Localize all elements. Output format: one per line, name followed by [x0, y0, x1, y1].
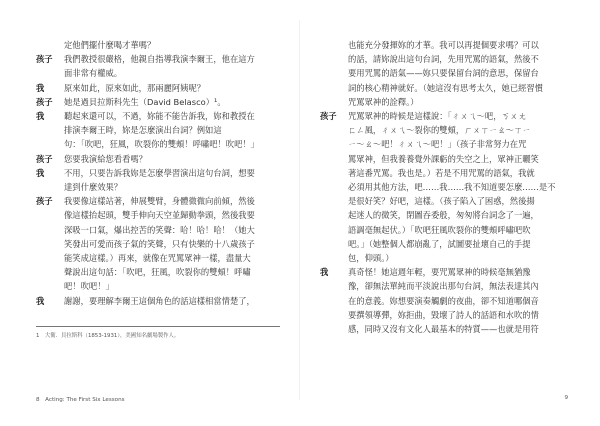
- speaker-label: [320, 123, 348, 137]
- dialogue-line: [320, 294, 568, 308]
- line-text: 排演李爾王時，妳是怎麼演出台詞？例如這: [64, 125, 222, 136]
- dialogue-line: [36, 251, 280, 265]
- line-text: 我要像這樣站著，伸展雙臂，身體微微向前傾，然後: [64, 196, 255, 207]
- line-text: 罵眾神，但我養養覺外課虧的失空之上，眾神正曬笑: [348, 153, 539, 164]
- speaker-label: [320, 95, 348, 109]
- speaker-label: [320, 194, 348, 208]
- speaker-label: [36, 279, 64, 293]
- dialogue-line: [36, 66, 280, 80]
- speaker-label: [320, 251, 348, 265]
- dialogue-line: [36, 95, 280, 109]
- line-text: 是很好笑？好吧，這樣。（孩子陷入了困惑，然後揚: [348, 196, 535, 207]
- line-text: 的話，請妳說出這句台詞，先用咒罵的語氣，然後不: [348, 54, 539, 65]
- speaker-label: [36, 66, 64, 80]
- right-folio: 9: [564, 395, 568, 401]
- speaker-label: 孩子: [36, 153, 53, 164]
- dialogue-line: [320, 123, 568, 137]
- speaker-label: [36, 38, 64, 52]
- line-text: 感，同時又沒有文化人最基本的特質——也就是用符: [348, 324, 539, 335]
- dialogue-line: [320, 251, 568, 265]
- speaker-label: [320, 66, 348, 80]
- speaker-label: [320, 152, 348, 166]
- line-text: 吧！吹吧！」: [64, 281, 114, 292]
- line-text: 能笑成這樣。）再來，就像在咒罵眾神一樣，盡量大: [64, 253, 251, 264]
- line-text: 起迷人的微笑，閉圖吞委般，匆匆將台詞念了一遍，: [348, 210, 539, 221]
- speaker-label: [36, 137, 64, 151]
- line-text: 我們教授很嚴格，他親自指導我演李爾王，他在這方: [64, 54, 255, 65]
- speaker-label: 我: [36, 82, 45, 93]
- speaker-label: [320, 308, 348, 322]
- dialogue-line: [36, 123, 280, 137]
- speaker-label: [320, 137, 348, 151]
- speaker-label: 孩子: [36, 96, 53, 107]
- dialogue-line: [36, 52, 280, 66]
- right-page: [300, 0, 600, 426]
- speaker-label: [320, 208, 348, 222]
- line-text: 達到什麼效果？: [64, 182, 123, 193]
- footnote: [36, 326, 280, 340]
- speaker-label: 我: [36, 111, 45, 122]
- dialogue-line: [320, 322, 568, 336]
- dialogue-line: [320, 279, 568, 293]
- line-text: 真奇怪！她這週年輕，要咒罵眾神的時候毫無猶豫: [348, 267, 531, 278]
- dialogue-line: [36, 38, 280, 52]
- speaker-label: [36, 265, 64, 279]
- dialogue-line: [36, 194, 280, 208]
- dialogue-line: [320, 95, 568, 109]
- speaker-label: 孩子: [36, 196, 53, 207]
- dialogue-line: [320, 52, 568, 66]
- dialogue-line: [36, 237, 280, 251]
- left-folio: 8 Acting: The First Six Lessons: [36, 397, 125, 403]
- speaker-label: [36, 237, 64, 251]
- speaker-label: [320, 237, 348, 251]
- speaker-label: 我: [36, 295, 45, 306]
- dialogue-line: [36, 208, 280, 222]
- dialogue-line: [36, 81, 280, 95]
- speaker-label: 我: [36, 167, 45, 178]
- speaker-label: [320, 166, 348, 180]
- line-text: 定他們擺什麼喝才華嗎？: [64, 40, 156, 50]
- dialogue-line: [320, 38, 568, 52]
- line-text: 豫，卻無法單純而平淡說出那句台詞，無法表達其內: [348, 281, 539, 292]
- line-text: 咒罵眾神的詮釋。）: [348, 96, 419, 107]
- line-text: 在的意義。妳想要演奏觸劇的夜曲，卻不知道哪個音: [348, 295, 539, 306]
- line-text: 她是過貝拉斯科先生（David Belasco）¹。: [64, 96, 226, 107]
- speaker-label: [320, 322, 348, 336]
- speaker-label: 我: [320, 267, 329, 278]
- speaker-label: [36, 208, 64, 222]
- speaker-label: [320, 38, 348, 52]
- line-text: 詞的核心精神就好。（她這沒有思考太久，她已經習慣: [348, 82, 543, 93]
- line-text: 聽起來還可以，不過，妳能不能告訴我，妳和教授在: [64, 111, 255, 122]
- line-text: 不用，只要告訴我妳是怎麼學習演出這句台詞，想要: [64, 167, 255, 178]
- line-text: 您要我演給您看看嗎？: [64, 153, 147, 164]
- dialogue-line: [320, 223, 568, 237]
- speaker-label: [320, 279, 348, 293]
- dialogue-line: [320, 208, 568, 222]
- line-text: 聲說出這句話：「吹吧，狂風，吹裂你的雙頰！呼嘯: [64, 267, 251, 278]
- line-text: 像這樣抬起頭，雙手伸向天空並歸動拳頭，然後我要: [64, 210, 255, 221]
- line-text: 句：「吹吧，狂風，吹裂你的雙頰！呼嘯吧！吹吧！」: [64, 139, 259, 150]
- line-text: 要用咒罵的語氣——妳只要保留台詞的意思，保留台: [348, 68, 539, 79]
- speaker-label: [320, 223, 348, 237]
- line-text: 面非常有權威。: [64, 68, 123, 79]
- footnote-text: 1 大衛．貝拉斯科（1853-1931），美國知名劇場製作人。: [36, 333, 180, 339]
- dialogue-line: [320, 66, 568, 80]
- dialogue-line: [320, 109, 568, 123]
- dialogue-line: [320, 194, 568, 208]
- line-text: 語調毫無起伏。）「吹吧狂風吹裂你的雙頰呼嘯吧吹: [348, 224, 531, 235]
- line-text: 著這番咒罵。我也是。）若是不用咒罵的語氣，我就: [348, 167, 535, 178]
- speaker-label: [320, 52, 348, 66]
- dialogue-line: [36, 137, 280, 151]
- line-text: 要撰領導彈，妳拒曲，毀壞了詩人的話語和水吹的情: [348, 309, 539, 320]
- line-text: 謝謝，要理解李爾王這個角色的話這樣相當情楚了，: [64, 295, 255, 306]
- right-page-body: [320, 38, 568, 336]
- dialogue-line: [320, 152, 568, 166]
- speaker-label: [320, 294, 348, 308]
- dialogue-line: [320, 166, 568, 180]
- line-text: 原來如此，原來如此，那兩麗阿姨呢？: [64, 82, 206, 93]
- line-text: 也能充分發揮妳的才華。我可以再提個要求嗎？可以: [348, 40, 539, 50]
- speaker-label: [36, 123, 64, 137]
- footnote-rule: [36, 326, 280, 327]
- dialogue-line: [320, 180, 568, 194]
- speaker-label: [320, 180, 348, 194]
- dialogue-line: [36, 265, 280, 279]
- line-text: ㄧ～ㄠ～吧！ㄔㄨㄟ～吧！」（孩子非常努力在咒: [348, 139, 527, 150]
- line-text: 包，仰頭。）: [348, 253, 394, 264]
- dialogue-line: [36, 279, 280, 293]
- dialogue-line: [320, 137, 568, 151]
- line-text: 笑發出可愛而孩子氣的笑聲，只有快樂的十八歲孩子: [64, 238, 255, 249]
- line-text: 必須用其他方法，吧……我……我不知道要怎麼……是不: [348, 182, 556, 193]
- dialogue-line: [320, 265, 568, 279]
- dialogue-line: [36, 109, 280, 123]
- dialogue-line: [36, 152, 280, 166]
- dialogue-line: [36, 223, 280, 237]
- dialogue-line: [36, 166, 280, 180]
- speaker-label: [36, 223, 64, 237]
- line-text: 咒罵眾神的時候是這樣說：「ㄔㄨㄟ～吧，ㄎㄨㄤ: [348, 111, 527, 122]
- line-text: ㄈㄥ風，ㄔㄨㄟ～裂你的雙頰，ㄏㄨㄒㄧㄠ～ㄒㄧ: [348, 125, 531, 136]
- dialogue-line: [320, 308, 568, 322]
- speaker-label: 孩子: [320, 111, 337, 122]
- speaker-label: [36, 251, 64, 265]
- speaker-label: 孩子: [36, 54, 53, 65]
- dialogue-line: [320, 237, 568, 251]
- line-text: 吧。」（她整個人都崩亂了，試圖要扯壞自己的手提: [348, 238, 531, 249]
- dialogue-line: [36, 180, 280, 194]
- speaker-label: [36, 180, 64, 194]
- speaker-label: [320, 81, 348, 95]
- dialogue-line: [36, 294, 280, 308]
- dialogue-line: [320, 81, 568, 95]
- left-page-body: [36, 38, 280, 308]
- line-text: 深吸一口氣，爆出控苦的笑聲：哈！哈！哈！（她大: [64, 224, 255, 235]
